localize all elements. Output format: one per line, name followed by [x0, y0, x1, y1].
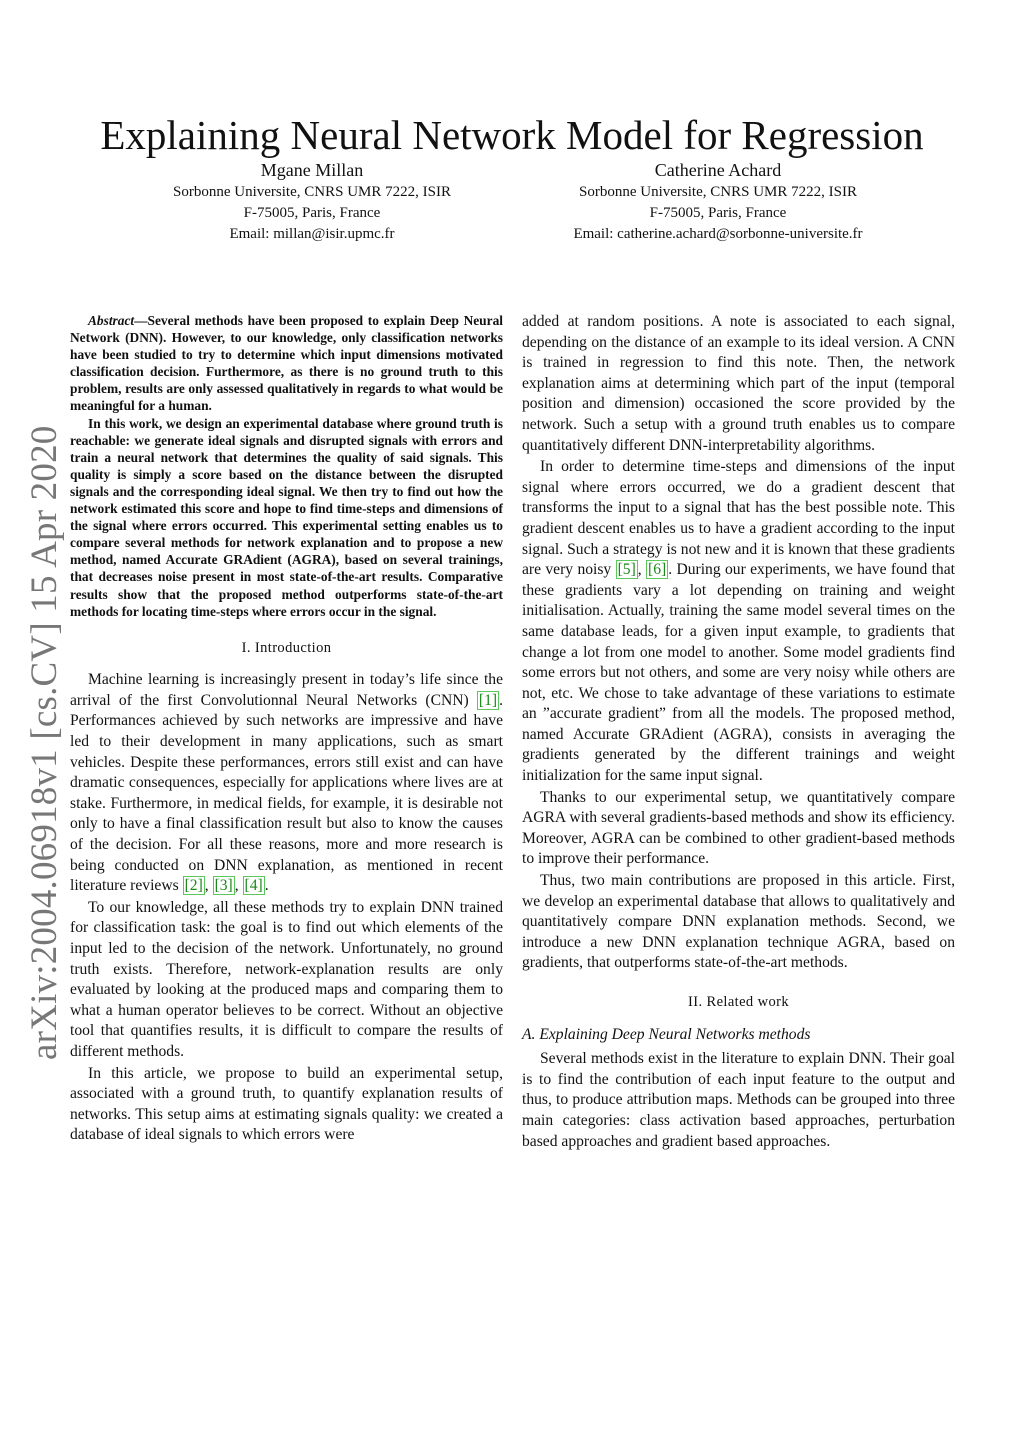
intro-paragraph-3-continued: added at random positions. A note is associated to each signal, depending on the distance of an example to its ideal version. A CNN is trained in regression to find this note. Then, the network explanation aims at determining which part of the input (temporal position and dimension) occasioned the score provided by the network. Such a setup with a ground truth enables us to compare quantitatively different DNN-interpretability algorithms.: [522, 313, 955, 454]
author-name: Mgane Millan: [260, 160, 364, 180]
intro-paragraph-2: To our knowledge, all these methods try to explain DNN trained for classification task: the goal is to find out which elements of the input led to the decision of the network. Unfortunately, no ground truth exists. Therefore, network-explanation results are only evaluated by looking at the produced maps and comparing them to what a human operator believes to be correct. Without an objective tool that quantifies results, it is difficult to compare the results of different methods.: [70, 898, 503, 1060]
citation-link[interactable]: [4]: [244, 877, 263, 895]
citation-link[interactable]: [6]: [648, 561, 667, 579]
abstract-label: Abstract: [88, 313, 135, 328]
intro-paragraph-3: In this article, we propose to build an experimental setup, associated with a ground truth, to quantify explanation results of networks. This setup aims at estimating signals quality: we created a database of ideal signals to which errors were: [70, 1064, 503, 1144]
text-span: Machine learning is increasingly present in today’s life since the arrival of the first Convolutionnal Neural Networks (CNN): [70, 671, 503, 709]
section-heading-related-work: II. Related work: [687, 994, 790, 1010]
intro-paragraph-4: [522, 457, 955, 787]
paper-title: Explaining Neural Network Model for Regression: [100, 112, 924, 159]
section-heading-introduction: I. Introduction: [241, 639, 332, 656]
intro-paragraph-1: [70, 670, 503, 897]
subsection-heading: A. Explaining Deep Neural Networks methods: [522, 1025, 811, 1043]
author-email: Email: millan@isir.upmc.fr: [229, 226, 395, 242]
text-span: In order to determine time-steps and dimensions of the input signal where errors occurred, we do a gradient descent that transforms the input to a signal that has the best possible note. This gradient descent enables us to have a gradient according to the input signal. Such a strategy is not new and it is known that these gradients are very noisy: [522, 458, 955, 579]
intro-paragraph-6: Thus, two main contributions are proposed in this article. First, we develop an experimental database that allows to qualitatively and quantitatively compare DNN explanation methods. Second, we introduce a new DNN explanation technique AGRA, based on gradients, that outperforms state-of-the-art methods.: [522, 872, 955, 972]
author-address: F-75005, Paris, France: [649, 205, 787, 221]
author-block-2: [518, 158, 918, 245]
author-name: Catherine Achard: [654, 160, 782, 180]
abstract-paragraph-2: In this work, we design an experimental database where ground truth is reachable: we generate ideal signals and disrupted signals with errors and train a neural network that determines the quality of said signals. This quality is simply a score based on the distance between the disrupted signals and the corresponding ideal signal. We then try to find out how the network estimated this score and hope to find time-steps and dimensions of the signal where errors occurred. This experimental setting enables us to compare several methods for network explanation and to propose a new method, named Accurate GRAdient (AGRA), based on several trainings, that decreases noise present in most state-of-the-art results. Comparative results show that the proposed method outperforms state-of-the-art methods for locating time-steps where errors occur in the signal.: [70, 415, 503, 619]
abstract: [70, 312, 503, 620]
author-affiliation: Sorbonne Universite, CNRS UMR 7222, ISIR: [173, 184, 451, 200]
left-column: [70, 312, 503, 1147]
author-affiliation: Sorbonne Universite, CNRS UMR 7222, ISIR: [579, 184, 857, 200]
arxiv-sidebar-stamp: arXiv:2004.06918v1 [cs.CV] 15 Apr 2020: [24, 425, 65, 1060]
text-span: ,: [234, 877, 243, 895]
citation-link[interactable]: [1]: [478, 691, 498, 709]
citation-link[interactable]: [5]: [617, 561, 636, 579]
abstract-paragraph-1: —Several methods have been proposed to explain Deep Neural Network (DNN). However, to our knowledge, only classification networks have been studied to try to determine which input dimensions motivated classification decision. Furthermore, as there is no ground truth to this problem, results are only assessed qualitatively in regards to what would be meaningful for a human.: [70, 313, 503, 414]
author-block-1: [112, 158, 512, 245]
right-column: [522, 312, 955, 1153]
author-address: F-75005, Paris, France: [243, 205, 381, 221]
text-span: ,: [637, 561, 647, 579]
intro-paragraph-5: Thanks to our experimental setup, we quantitatively compare AGRA with several gradients-based methods and show its efficiency. Moreover, AGRA can be combined to other gradient-based methods to improve their performance.: [522, 788, 955, 868]
text-span: . Performances achieved by such networks are impressive and have led to their development in many applications, such as smart vehicles. Despite these performances, errors still exist and can have dramatic consequences, especially for applications where lives are at stake. Furthermore, in medical fields, for example, it is desirable not only to have a final classification result but also to know the causes of the decision. For all these reasons, more and more research is being conducted on DNN explanation, as mentioned in recent literature reviews: [70, 691, 503, 895]
text-span: . During our experiments, we have found that these gradients vary a lot depending on training and weight initialisation. Actually, training the same model several times on the same database leads, for a given input example, to gradients that change a lot from one model to another. Some model gradients find some errors but not others, and some are very noisy while others are not, etc. We chose to take advantage of these variations to estimate an ”accurate gradient” from all the models. The proposed method, named Accurate GRAdient (AGRA), consists in averaging the gradients generated by the different trainings and weight initialization for the same input signal.: [522, 561, 955, 785]
citation-link[interactable]: [3]: [214, 877, 233, 895]
text-span: ,: [204, 877, 213, 895]
text-span: .: [264, 877, 269, 895]
related-work-paragraph-1: Several methods exist in the literature to explain DNN. Their goal is to find the contribution of each input feature to the output and thus, to produce attribution maps. Methods can be grouped into three main categories: class activation based approaches, perturbation based approaches and gradient based approaches.: [522, 1050, 955, 1150]
citation-link[interactable]: [2]: [184, 877, 203, 895]
author-email: Email: catherine.achard@sorbonne-universite.fr: [573, 226, 863, 242]
